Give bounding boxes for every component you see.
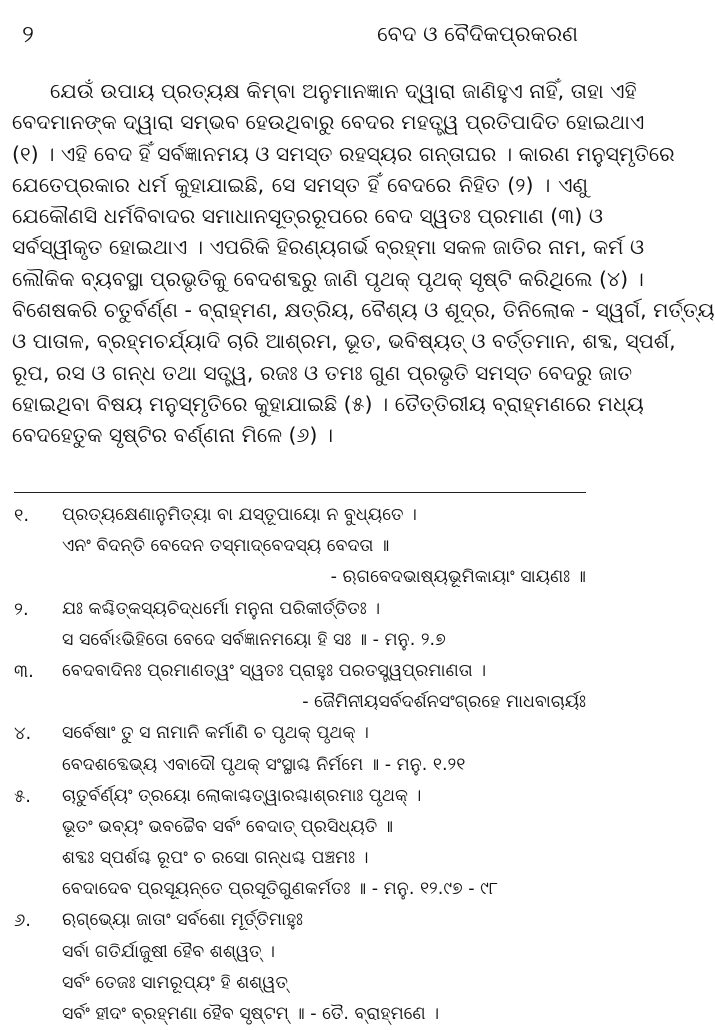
footnote-line: ଏନଂ ବିଦନ୍ତି ବେଦେନ ତସ୍ମାଦ୍‌ବେଦସ୍ୟ ବେଦତା ॥	[62, 536, 390, 557]
body-line: ରୂପ, ରସ ଓ ଗନ୍ଧ ତଥା ସତ୍ତ୍ୱ, ରଜଃ ଓ ତମଃ ଗୁଣ ପ୍ରଭୃତି ସମସ୍ତ ବେଦରୁ ଜାତ	[12, 360, 633, 385]
footnote	[14, 905, 586, 1030]
footnote-line: ସ ସର୍ବୋଽଭିହିତୋ ବେଦେ ସର୍ବଜ୍ଞାନମୟୋ ହି ସଃ ॥ - ମନୁ. ୨.୭	[62, 629, 446, 650]
page-header	[22, 14, 578, 54]
footnote-line: ଋଗ୍‌ଭ୍ୟୋ ଜାତାଂ ସର୍ବଶୋ ମୂର୍ତ୍ତିମାହୁଃ	[62, 910, 303, 931]
footnote-line: ପ୍ରତ୍ୟକ୍ଷେଣାନୁମିତ୍ୟା ବା ଯସ୍ତୂପାୟୋ ନ ବୁଧ୍ୟତେ ।	[62, 505, 417, 525]
footnote-line: ବେଦବାଦିନଃ ପ୍ରମାଣତ୍ୱଂ ସ୍ୱତଃ ପ୍ରାହୁଃ ପରତସ୍ତ୍ୱପ୍ରମାଣତା ।	[62, 660, 487, 681]
footnote-line: ଯଃ କଶ୍ଚିତ୍‌କସ୍ୟଚିଦ୍ଧର୍ମୋ ମନୁନା ପରିକୀର୍ତ୍ତିତଃ ।	[62, 598, 381, 619]
footnote-number: ୨.	[14, 598, 29, 620]
body-line: ସର୍ବସ୍ୱୀକୃତ ହୋଇଥାଏ । ଏପରିକି ହିରଣ୍ୟଗର୍ଭ ବ୍ରହ୍ମା ସକଳ ଜାତିର ନାମ, କର୍ମ ଓ	[12, 235, 645, 260]
footnote-number: ୫.	[14, 785, 31, 807]
footnotes	[14, 500, 586, 1030]
footnote	[14, 594, 586, 656]
footnote	[14, 500, 586, 594]
footnote-line: ବେଦଶବ୍ଦେଭ୍ୟ ଏବାଦୌ ପୃଥକ୍ ସଂସ୍ଥାଶ୍ଚ ନିର୍ମମେ ॥ - ମନୁ. ୧.୨୧	[62, 754, 466, 775]
footnote-line: ସର୍ବଂ ତେଜଃ ସାମରୂପ୍ୟଂ ହି ଶଶ୍ୱତ୍	[62, 972, 288, 993]
body-line: ବେଦମାନଙ୍କ ଦ୍ୱାରା ସମ୍ଭବ ହେଉଥିବାରୁ ବେଦର ମହତ୍ତ୍ୱ ପ୍ରତିପାଦିତ ହୋଇଥାଏ	[12, 110, 645, 135]
footnote-line: ଭୂତଂ ଭବ୍ୟଂ ଭବଚ୍ଚୈବ ସର୍ବଂ ବେଦାତ୍ ପ୍ରସିଧ୍ୟତି ॥	[62, 816, 394, 837]
body-line: ଯେଉଁ ଉପାୟ ପ୍ରତ୍ୟକ୍ଷ କିମ୍ବା ଅନୁମାନଜ୍ଞାନ ଦ୍ୱାରା ଜାଣିହୁଏ ନାହିଁ, ତାହା ଏହି	[50, 79, 637, 103]
running-head: ବେଦ ଓ ବୈଦିକପ୍ରକରଣ	[377, 22, 578, 46]
footnote-source: - ଜୈମିନୀୟସର୍ବଦର୍ଶନସଂଗ୍ରହେ ମାଧବାଚାର୍ୟଃ	[302, 692, 586, 713]
footnote-divider	[14, 492, 586, 493]
footnote-line: ଚାତୁର୍ବର୍ଣ୍ୟଂ ତ୍ରୟୋ ଲୋକାଶ୍ଚତ୍ୱାରଶ୍ଚାଶ୍ରମାଃ ପୃଥକ୍ ।	[62, 785, 422, 806]
footnote-line: ସର୍ବା ଗତିର୍ଯାଜୁଷୀ ହୈବ ଶଶ୍ୱତ୍ ।	[62, 941, 275, 962]
footnote-source: - ଋଗବେଦଭାଷ୍ୟଭୂମିକାୟାଂ ସାୟଣଃ ॥	[330, 567, 586, 588]
footnote-number: ୩.	[14, 660, 34, 682]
footnote-line: ସର୍ବେଷାଂ ତୁ ସ ନାମାନି କର୍ମାଣି ଚ ପୃଥକ୍ ପୃଥକ୍ ।	[62, 723, 369, 744]
body-line: ଲୌକିକ ବ୍ୟବସ୍ଥା ପ୍ରଭୃତିକୁ ବେଦଶବ୍ଦରୁ ଜାଣି ପୃଥକ୍ ପୃଥକ୍ ସୃଷ୍ଟି କରିଥିଲେ (୪) ।	[12, 266, 644, 291]
page-number: ୨	[22, 20, 34, 48]
body-line: ବେଦହେତୁକ ସୃଷ୍ଟିର ବର୍ଣ୍ଣନା ମିଳେ (୬) ।	[12, 423, 334, 448]
footnote-number: ୧.	[14, 505, 30, 526]
footnote	[14, 718, 586, 780]
footnote	[14, 656, 586, 718]
footnote-line: ସର୍ବଂ ହୀଦଂ ବ୍ରହ୍ମଣା ହୈବ ସୃଷ୍ଟମ୍ ॥ - ତୈ. ବ୍ରାହ୍ମଣେ ।	[62, 1004, 440, 1024]
body-paragraph	[12, 76, 715, 452]
body-line: ଓ ପାତାଳ, ବ୍ରହ୍ମଚର୍ଯ୍ୟାଦି ଚାରି ଆଶ୍ରମ, ଭୂତ, ଭବିଷ୍ୟତ୍ ଓ ବର୍ତ୍ତମାନ, ଶବ୍ଦ, ସ୍ପର୍ଶ,	[12, 329, 676, 354]
footnote-number: ୬.	[14, 910, 32, 932]
footnote-line: ଶବ୍ଦଃ ସ୍ପର୍ଶଶ୍ଚ ରୂପଂ ଚ ରସୋ ଗନ୍ଧଶ୍ଚ ପଞ୍ଚମଃ ।	[62, 848, 369, 869]
footnote-line: ବେଦାଦେବ ପ୍ରସୂୟନ୍ତେ ପ୍ରସୂତିଗୁଣକର୍ମତଃ ॥ - ମନୁ. ୧୨.୯୭ - ୯୮	[62, 879, 499, 900]
footnote-number: ୪.	[14, 723, 32, 745]
footnote	[14, 781, 586, 906]
body-line: ଯେକୌଣସି ଧର୍ମବିବାଦର ସମାଧାନସୂତ୍ରରୂପରେ ବେଦ ସ୍ୱତଃ ପ୍ରମାଣ (୩) ଓ	[12, 204, 604, 229]
body-line: ହୋଇଥିବା ବିଷୟ ମନୁସ୍ମୃତିରେ କୁହାଯାଇଛି (୫) । ତୈତ୍ତିରୀୟ ବ୍ରାହ୍ମଣରେ ମଧ୍ୟ	[12, 391, 644, 416]
body-line: ବିଶେଷକରି ଚତୁର୍ବର୍ଣ୍ଣ - ବ୍ରାହ୍ମଣ, କ୍ଷତ୍ରିୟ, ବୈଶ୍ୟ ଓ ଶୂଦ୍ର, ତିନିଲୋକ - ସ୍ୱର୍ଗ, ମର୍ତ୍ତ୍ୟ	[12, 298, 715, 323]
body-line: ଯେତେପ୍ରକାର ଧର୍ମ କୁହାଯାଇଛି, ସେ ସମସ୍ତ ହିଁ ବେଦରେ ନିହିତ (୨) । ଏଣୁ	[12, 172, 588, 197]
body-line: (୧) । ଏହି ବେଦ ହିଁ ସର୍ବଜ୍ଞାନମୟ ଓ ସମସ୍ତ ରହସ୍ୟର ଗନ୍ତାଘର । କାରଣ ମନୁସ୍ମୃତିରେ	[12, 141, 675, 166]
